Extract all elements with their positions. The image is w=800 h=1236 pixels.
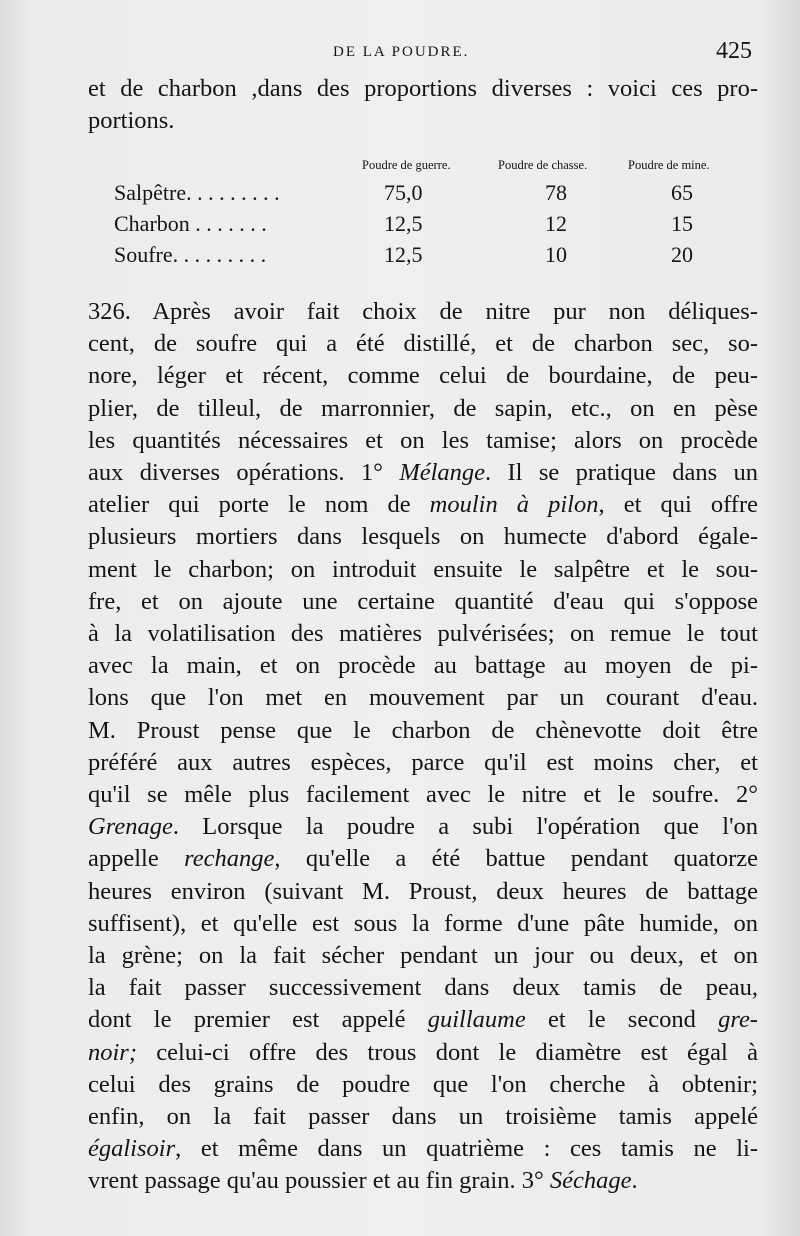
paragraph-line — [88, 521, 758, 553]
paragraph-line — [88, 908, 758, 940]
paragraph-line — [88, 1004, 758, 1036]
text-segment: ment le charbon; on introduit ensuite le salpêtre et le sou- — [88, 555, 758, 583]
italic-term: gre- — [718, 1006, 758, 1034]
paragraph-line — [88, 715, 758, 747]
paragraph-line — [88, 940, 758, 972]
text-segment: appelle — [88, 845, 185, 873]
italic-term: noir; — [88, 1038, 137, 1066]
text-segment: qu'il se mêle plus facilement avec le nitre et le soufre. 2° — [88, 781, 758, 809]
text-segment: , et même dans un quatrième : ces tamis ne li- — [175, 1135, 758, 1163]
italic-term: égalisoir — [88, 1135, 176, 1163]
paragraph-line — [88, 1133, 758, 1165]
row-label: Soufre. . . . . . . . . — [114, 242, 267, 267]
cell-value: 12,5 — [384, 211, 423, 236]
row-label: Charbon . . . . . . . — [114, 211, 267, 236]
composition-table — [114, 158, 754, 273]
text-segment: préféré aux autres espèces, parce qu'il est moins cher, et — [88, 748, 758, 776]
paragraph-line — [88, 779, 758, 811]
italic-term: Séchage — [549, 1167, 632, 1195]
intro-line: et de charbon ,dans des proportions diverses : voici ces pro- — [88, 75, 758, 102]
intro-text — [88, 73, 758, 137]
cell-value: 12 — [545, 211, 567, 236]
column-header: Poudre de guerre. — [362, 158, 451, 172]
text-segment: et le second — [525, 1006, 719, 1034]
paragraph-line — [88, 393, 758, 425]
intro-line: portions. — [88, 107, 175, 134]
text-segment: heures environ (suivant M. Proust, deux heures de battage — [88, 877, 758, 905]
text-segment: fre, et on ajoute une certaine quantité d'eau qui s'oppose — [88, 587, 758, 615]
table-header — [114, 158, 754, 180]
cell-value: 65 — [671, 180, 693, 205]
text-segment: dont le premier est appelé — [88, 1006, 428, 1034]
text-segment: suffisent), et qu'elle est sous la forme d'une pâte humide, on — [88, 909, 758, 937]
text-segment: lons que l'on met en mouvement par un courant d'eau. — [88, 684, 758, 712]
text-segment: celui-ci offre des trous dont le diamètre est égal à — [137, 1038, 758, 1066]
italic-term: rechange — [184, 845, 275, 873]
text-segment: enfin, on la fait passer dans un troisième tamis appelé — [88, 1103, 758, 1131]
paragraph-line — [88, 811, 758, 843]
paragraph-line — [88, 296, 758, 328]
cell-value: 20 — [671, 242, 693, 267]
paragraph-line — [88, 360, 758, 392]
paragraph-line — [88, 747, 758, 779]
text-segment: cent, de soufre qui a été distillé, et de charbon sec, so- — [88, 330, 758, 358]
page-header — [0, 38, 800, 68]
italic-term: guillaume — [427, 1006, 526, 1034]
paragraph-line — [88, 457, 758, 489]
text-segment: à la volatilisation des matières pulvérisées; on remue le tout — [88, 620, 758, 648]
text-segment: vrent passage qu'au poussier et au fin grain. 3° — [88, 1167, 550, 1195]
column-header: Poudre de chasse. — [498, 158, 588, 172]
paragraph-line — [88, 618, 758, 650]
text-segment: nore, léger et récent, comme celui de bourdaine, de peu- — [88, 362, 758, 390]
table-row — [114, 180, 754, 211]
paragraph-line — [88, 1069, 758, 1101]
text-segment: celui des grains de poudre que l'on cherche à obtenir; — [88, 1070, 758, 1098]
paragraph-line — [88, 586, 758, 618]
text-segment: atelier qui porte le nom de — [88, 491, 430, 519]
paragraph-line — [88, 1165, 758, 1197]
paragraph-line — [88, 682, 758, 714]
paragraph-line — [88, 328, 758, 360]
text-segment: . Il se pratique dans un — [485, 459, 758, 487]
cell-value: 15 — [671, 211, 693, 236]
table-row — [114, 242, 754, 273]
italic-term: moulin à pilon — [429, 491, 599, 519]
column-header: Poudre de mine. — [628, 158, 710, 172]
text-segment: plusieurs mortiers dans lesquels on humecte d'abord égale- — [88, 523, 758, 551]
page-number: 425 — [716, 38, 752, 64]
italic-term: Grenage — [88, 813, 173, 841]
body-paragraph — [88, 296, 758, 1198]
cell-value: 75,0 — [384, 180, 423, 205]
text-segment: . — [631, 1167, 638, 1195]
paragraph-line — [88, 876, 758, 908]
text-segment: la grène; on la fait sécher pendant un jour ou deux, et on — [88, 942, 758, 970]
cell-value: 78 — [545, 180, 567, 205]
paragraph-line — [88, 1101, 758, 1133]
paragraph-line — [88, 425, 758, 457]
cell-value: 10 — [545, 242, 567, 267]
paragraph-line — [88, 972, 758, 1004]
text-segment: plier, de tilleul, de marronnier, de sapin, etc., on en pèse — [88, 394, 758, 422]
text-segment: avec la main, et on procède au battage au moyen de pi- — [88, 652, 758, 680]
running-title: DE LA POUDRE. — [333, 44, 470, 60]
text-segment: aux diverses opérations. 1° — [88, 459, 400, 487]
paragraph-line — [88, 554, 758, 586]
text-segment: 326. Après avoir fait choix de nitre pur non déliques- — [88, 298, 758, 325]
paragraph-line — [88, 650, 758, 682]
paragraph-line — [88, 843, 758, 875]
text-segment: , qu'elle a été battue pendant quatorze — [274, 845, 758, 873]
cell-value: 12,5 — [384, 242, 423, 267]
text-segment: , et qui offre — [598, 491, 758, 519]
text-segment: la fait passer successivement dans deux tamis de peau, — [88, 974, 758, 1002]
text-segment: les quantités nécessaires et on les tamise; alors on procède — [88, 426, 758, 454]
italic-term: Mélange — [399, 459, 486, 487]
text-segment: . Lorsque la poudre a subi l'opération que l'on — [172, 813, 758, 841]
row-label: Salpêtre. . . . . . . . . — [114, 180, 280, 205]
paragraph-line — [88, 1037, 758, 1069]
table-row — [114, 211, 754, 242]
paragraph-line — [88, 489, 758, 521]
text-segment: M. Proust pense que le charbon de chènevotte doit être — [88, 716, 758, 744]
